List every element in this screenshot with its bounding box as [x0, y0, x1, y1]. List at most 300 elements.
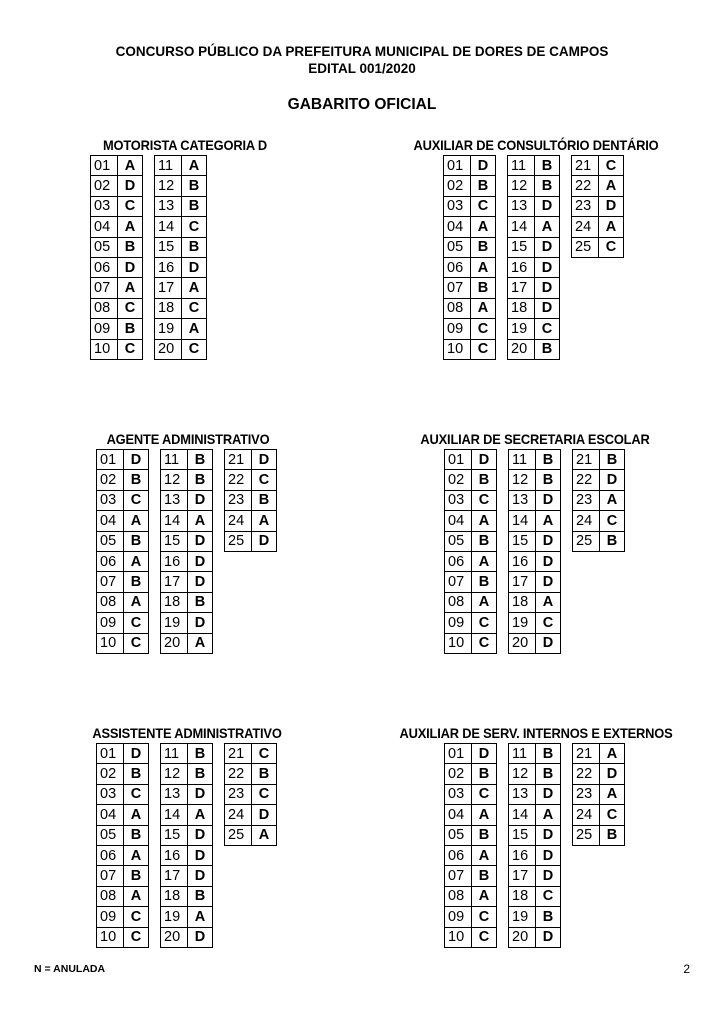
answer-row: [445, 633, 497, 653]
answer-row: [225, 470, 277, 490]
answer-column: [443, 155, 496, 360]
answer-letter: C: [124, 927, 149, 947]
question-number: 22: [573, 470, 600, 490]
answer-letter: D: [472, 450, 497, 470]
answer-letter: B: [124, 572, 149, 592]
answer-row: [572, 237, 624, 257]
question-number: 19: [155, 319, 182, 339]
question-number: 13: [509, 784, 536, 804]
answer-table: [96, 743, 149, 948]
question-number: 20: [509, 927, 536, 947]
answer-row: [161, 805, 213, 825]
answer-letter: B: [536, 744, 561, 764]
question-number: 04: [97, 511, 124, 531]
answer-row: [97, 845, 149, 865]
answer-letter: B: [536, 450, 561, 470]
answer-letter: C: [252, 470, 277, 490]
answer-row: [445, 511, 497, 531]
answer-table: [160, 743, 213, 948]
question-number: 04: [97, 805, 124, 825]
answer-table: [444, 449, 497, 654]
answer-row: [97, 511, 149, 531]
answer-letter: D: [536, 927, 561, 947]
answer-letter: C: [472, 927, 497, 947]
answer-letter: D: [252, 450, 277, 470]
answer-letter: B: [471, 278, 496, 298]
answer-letter: C: [600, 511, 625, 531]
answer-row: [508, 278, 560, 298]
answer-row: [509, 490, 561, 510]
answer-letter: A: [472, 592, 497, 612]
answer-letter: B: [472, 764, 497, 784]
question-number: 03: [91, 196, 118, 216]
question-number: 12: [508, 176, 535, 196]
answer-letter: C: [182, 339, 207, 359]
answer-row: [225, 764, 277, 784]
question-number: 21: [225, 450, 252, 470]
question-number: 19: [508, 319, 535, 339]
answer-row: [155, 278, 207, 298]
answer-letter: D: [188, 866, 213, 886]
question-number: 16: [161, 551, 188, 571]
question-number: 10: [97, 633, 124, 653]
answer-row: [161, 592, 213, 612]
answer-letter: D: [124, 450, 149, 470]
answer-row: [161, 531, 213, 551]
question-number: 15: [509, 531, 536, 551]
answer-letter: D: [535, 298, 560, 318]
answer-letter: A: [600, 490, 625, 510]
answer-row: [161, 490, 213, 510]
answer-row: [161, 613, 213, 633]
answer-letter: D: [118, 257, 143, 277]
question-number: 19: [509, 907, 536, 927]
answer-letter: A: [118, 278, 143, 298]
answer-row: [444, 196, 496, 216]
answer-row: [573, 470, 625, 490]
question-number: 14: [509, 805, 536, 825]
question-number: 17: [509, 866, 536, 886]
answer-row: [445, 784, 497, 804]
answer-row: [445, 490, 497, 510]
answer-row: [225, 805, 277, 825]
answer-row: [155, 237, 207, 257]
answer-row: [161, 907, 213, 927]
question-number: 20: [509, 633, 536, 653]
answer-row: [155, 257, 207, 277]
answer-row: [97, 592, 149, 612]
question-number: 10: [445, 927, 472, 947]
answer-row: [509, 825, 561, 845]
question-number: 14: [508, 217, 535, 237]
answer-row: [573, 531, 625, 551]
question-number: 25: [225, 825, 252, 845]
answer-letter: A: [472, 511, 497, 531]
answer-letter: C: [600, 805, 625, 825]
answer-row: [225, 450, 277, 470]
answer-letter: B: [600, 531, 625, 551]
question-number: 08: [91, 298, 118, 318]
question-number: 04: [91, 217, 118, 237]
question-number: 15: [161, 531, 188, 551]
answer-row: [97, 470, 149, 490]
question-number: 01: [91, 156, 118, 176]
question-number: 17: [161, 572, 188, 592]
question-number: 03: [445, 784, 472, 804]
answer-column: [444, 743, 497, 948]
answer-row: [445, 907, 497, 927]
answer-letter: B: [182, 237, 207, 257]
answer-letter: A: [188, 633, 213, 653]
answer-row: [573, 490, 625, 510]
answer-letter: B: [124, 470, 149, 490]
answer-row: [91, 278, 143, 298]
answer-letter: B: [188, 764, 213, 784]
answer-row: [444, 298, 496, 318]
answer-column: [90, 155, 143, 360]
answer-row: [508, 339, 560, 359]
question-number: 21: [573, 450, 600, 470]
question-number: 19: [509, 613, 536, 633]
question-number: 18: [155, 298, 182, 318]
question-number: 16: [509, 551, 536, 571]
question-number: 09: [97, 907, 124, 927]
answer-row: [97, 825, 149, 845]
question-number: 15: [508, 237, 535, 257]
question-number: 17: [155, 278, 182, 298]
answer-letter: A: [182, 278, 207, 298]
answer-letter: A: [471, 217, 496, 237]
answer-letter: B: [124, 531, 149, 551]
question-number: 05: [97, 531, 124, 551]
answer-letter: A: [182, 319, 207, 339]
answer-letter: C: [124, 490, 149, 510]
question-number: 07: [97, 572, 124, 592]
answer-row: [161, 470, 213, 490]
question-number: 23: [573, 784, 600, 804]
answer-letter: A: [471, 298, 496, 318]
answer-column: [572, 449, 625, 654]
answer-letter: D: [188, 613, 213, 633]
answer-letter: D: [536, 866, 561, 886]
answer-letter: A: [472, 805, 497, 825]
answer-letter: B: [118, 319, 143, 339]
answer-row: [97, 531, 149, 551]
question-number: 15: [509, 825, 536, 845]
answer-letter: A: [124, 805, 149, 825]
answer-letter: A: [535, 217, 560, 237]
answer-row: [97, 633, 149, 653]
question-number: 25: [573, 825, 600, 845]
question-number: 01: [445, 744, 472, 764]
answer-letter: A: [118, 217, 143, 237]
answer-letter: C: [471, 339, 496, 359]
question-number: 11: [508, 156, 535, 176]
question-number: 16: [155, 257, 182, 277]
answer-row: [509, 784, 561, 804]
section-title: AUXILIAR DE CONSULTÓRIO DENTÁRIO: [413, 137, 659, 153]
answer-letter: B: [600, 825, 625, 845]
answer-letter: B: [472, 470, 497, 490]
answer-letter: D: [536, 572, 561, 592]
answer-table: [508, 449, 561, 654]
answer-row: [161, 825, 213, 845]
answer-letter: A: [599, 217, 624, 237]
answer-row: [445, 531, 497, 551]
answer-row: [444, 257, 496, 277]
question-number: 13: [161, 784, 188, 804]
answer-letter: D: [188, 551, 213, 571]
question-number: 01: [97, 450, 124, 470]
question-number: 06: [91, 257, 118, 277]
answer-letter: C: [472, 490, 497, 510]
answer-letter: C: [599, 237, 624, 257]
answer-table: [571, 155, 624, 258]
answer-row: [161, 511, 213, 531]
answer-letter: D: [536, 784, 561, 804]
question-number: 11: [161, 450, 188, 470]
answer-row: [161, 572, 213, 592]
question-number: 05: [91, 237, 118, 257]
answer-letter: D: [471, 156, 496, 176]
answer-table: [160, 449, 213, 654]
answer-row: [91, 298, 143, 318]
answer-row: [509, 613, 561, 633]
answer-row: [161, 450, 213, 470]
answer-letter: D: [472, 744, 497, 764]
answer-letter: A: [188, 907, 213, 927]
question-number: 15: [155, 237, 182, 257]
answer-letter: B: [188, 450, 213, 470]
question-number: 07: [445, 572, 472, 592]
answer-letter: C: [599, 156, 624, 176]
answer-row: [91, 217, 143, 237]
answer-row: [572, 176, 624, 196]
question-number: 05: [97, 825, 124, 845]
answer-letter: D: [600, 764, 625, 784]
question-number: 04: [444, 217, 471, 237]
question-number: 12: [161, 764, 188, 784]
answer-letter: D: [536, 531, 561, 551]
answer-row: [155, 217, 207, 237]
question-number: 13: [161, 490, 188, 510]
answer-row: [508, 176, 560, 196]
question-number: 13: [508, 196, 535, 216]
answer-table: [572, 449, 625, 552]
answer-row: [444, 156, 496, 176]
answer-letter: B: [182, 196, 207, 216]
answer-row: [97, 744, 149, 764]
answer-letter: B: [252, 490, 277, 510]
answer-letter: C: [182, 217, 207, 237]
answer-row: [91, 319, 143, 339]
answer-row: [445, 845, 497, 865]
question-number: 09: [97, 613, 124, 633]
question-number: 02: [91, 176, 118, 196]
question-number: 25: [572, 237, 599, 257]
answer-row: [97, 907, 149, 927]
answer-letter: B: [600, 450, 625, 470]
answer-row: [97, 927, 149, 947]
question-number: 24: [225, 511, 252, 531]
question-number: 20: [161, 633, 188, 653]
question-number: 01: [445, 450, 472, 470]
answer-row: [445, 764, 497, 784]
answer-letter: A: [124, 886, 149, 906]
question-number: 11: [509, 450, 536, 470]
question-number: 10: [97, 927, 124, 947]
answer-table: [90, 155, 143, 360]
answer-row: [508, 156, 560, 176]
answer-column: [160, 449, 213, 654]
answer-row: [445, 613, 497, 633]
answer-row: [161, 866, 213, 886]
answer-row: [161, 551, 213, 571]
answer-letter: B: [471, 176, 496, 196]
answer-letter: C: [182, 298, 207, 318]
answer-letter: D: [188, 490, 213, 510]
answer-letter: A: [124, 592, 149, 612]
question-number: 14: [509, 511, 536, 531]
answer-row: [509, 886, 561, 906]
answer-letter: A: [536, 511, 561, 531]
answer-row: [445, 866, 497, 886]
answer-row: [573, 784, 625, 804]
question-number: 24: [572, 217, 599, 237]
question-number: 18: [161, 886, 188, 906]
answer-column: [571, 155, 624, 360]
answer-row: [161, 744, 213, 764]
answer-letter: D: [252, 531, 277, 551]
answer-row: [572, 217, 624, 237]
section-title: AUXILIAR DE SECRETARIA ESCOLAR: [420, 431, 650, 447]
answer-letter: A: [600, 744, 625, 764]
answer-letter: B: [472, 825, 497, 845]
question-number: 13: [155, 196, 182, 216]
answer-letter: B: [535, 156, 560, 176]
question-number: 20: [161, 927, 188, 947]
question-number: 15: [161, 825, 188, 845]
answer-letter: A: [472, 845, 497, 865]
answer-row: [91, 237, 143, 257]
answer-letter: D: [188, 784, 213, 804]
question-number: 04: [445, 805, 472, 825]
answer-row: [97, 450, 149, 470]
question-number: 02: [445, 764, 472, 784]
answer-table: [443, 155, 496, 360]
answer-row: [161, 633, 213, 653]
answer-row: [572, 196, 624, 216]
answer-row: [161, 927, 213, 947]
answer-row: [155, 196, 207, 216]
question-number: 12: [155, 176, 182, 196]
question-number: 18: [161, 592, 188, 612]
answer-row: [161, 764, 213, 784]
answer-letter: D: [535, 196, 560, 216]
answer-table: [154, 155, 207, 360]
question-number: 02: [97, 764, 124, 784]
answer-row: [444, 339, 496, 359]
question-number: 20: [155, 339, 182, 359]
answer-row: [91, 257, 143, 277]
question-number: 20: [508, 339, 535, 359]
question-number: 21: [573, 744, 600, 764]
answer-letter: B: [535, 339, 560, 359]
answer-letter: C: [124, 613, 149, 633]
answer-letter: C: [124, 633, 149, 653]
answer-letter: A: [536, 592, 561, 612]
answer-letter: B: [252, 764, 277, 784]
answer-row: [91, 339, 143, 359]
answer-letter: D: [536, 490, 561, 510]
answer-row: [91, 176, 143, 196]
answer-column: [508, 449, 561, 654]
question-number: 14: [161, 805, 188, 825]
answer-row: [445, 886, 497, 906]
answer-table: [224, 743, 277, 846]
question-number: 23: [573, 490, 600, 510]
answer-row: [508, 257, 560, 277]
question-number: 08: [97, 592, 124, 612]
answer-column: [572, 743, 625, 948]
answer-row: [509, 764, 561, 784]
page-number: 2: [683, 962, 690, 976]
answer-letter: B: [182, 176, 207, 196]
question-number: 19: [161, 613, 188, 633]
answer-column: [507, 155, 560, 360]
question-number: 02: [444, 176, 471, 196]
question-number: 08: [445, 592, 472, 612]
answer-letter: C: [124, 907, 149, 927]
answer-letter: C: [118, 339, 143, 359]
question-number: 09: [445, 613, 472, 633]
answer-row: [97, 613, 149, 633]
question-number: 03: [444, 196, 471, 216]
answer-row: [225, 511, 277, 531]
answer-row: [225, 744, 277, 764]
answer-row: [445, 825, 497, 845]
answer-row: [445, 592, 497, 612]
answer-letter: B: [118, 237, 143, 257]
question-number: 10: [91, 339, 118, 359]
header-edital: EDITAL 001/2020: [308, 61, 416, 76]
answer-table: [444, 743, 497, 948]
answer-row: [509, 450, 561, 470]
answer-letter: D: [188, 572, 213, 592]
section-title: AGENTE ADMINISTRATIVO: [106, 431, 270, 447]
question-number: 06: [97, 845, 124, 865]
question-number: 14: [161, 511, 188, 531]
answer-letter: D: [536, 825, 561, 845]
answer-letter: D: [536, 845, 561, 865]
answer-row: [97, 805, 149, 825]
answer-row: [155, 298, 207, 318]
answer-letter: C: [472, 784, 497, 804]
question-number: 16: [509, 845, 536, 865]
answer-letter: D: [536, 633, 561, 653]
question-number: 22: [572, 176, 599, 196]
answer-row: [509, 845, 561, 865]
question-number: 10: [444, 339, 471, 359]
question-number: 07: [445, 866, 472, 886]
answer-row: [509, 633, 561, 653]
answer-letter: C: [536, 613, 561, 633]
answer-row: [573, 764, 625, 784]
answer-letter: C: [472, 613, 497, 633]
section-title: ASSISTENTE ADMINISTRATIVO: [92, 725, 282, 741]
answer-row: [225, 490, 277, 510]
answer-row: [225, 784, 277, 804]
